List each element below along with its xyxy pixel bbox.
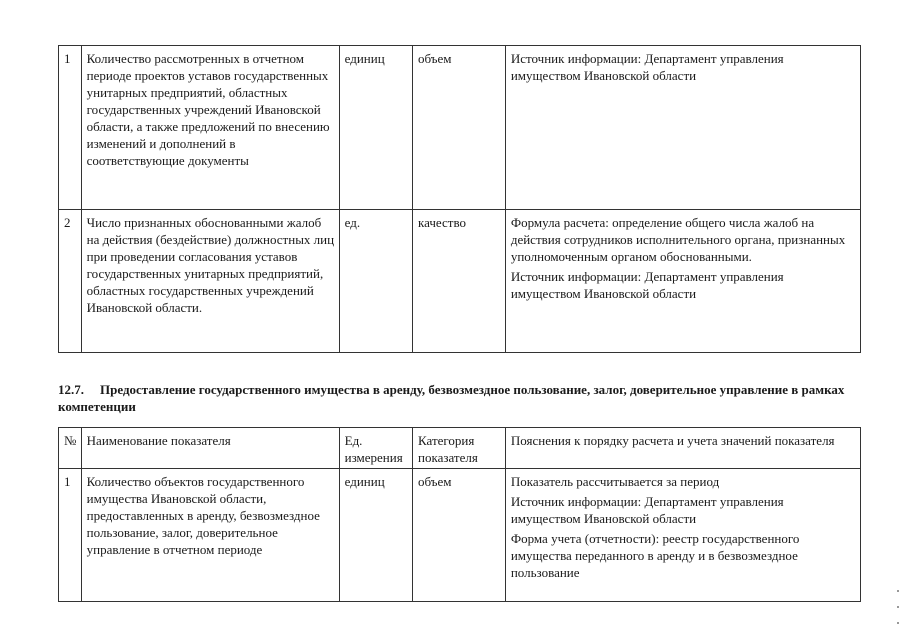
indicators-table-2 bbox=[58, 427, 861, 602]
row-number: 2 bbox=[59, 210, 82, 353]
notes-paragraph: Источник информации: Департамент управления имуществом Ивановской области bbox=[510, 51, 784, 83]
notes-paragraph: Форма учета (отчетности): реестр государственного имущества переданного в аренду и в безвозмездное пользование bbox=[510, 531, 800, 580]
indicator-name: Количество объектов государственного имущества Ивановской области, предоставленных в аренду, безвозмездное пользование, залог, доверительное управление в отчетном периоде bbox=[81, 469, 339, 602]
indicator-name: Количество рассмотренных в отчетном периоде проектов уставов государственных унитарных предприятий, областных государственных учреждений Ивановской области, а также предложений по внесению изменений и дополнений в соответствующие документы bbox=[81, 46, 339, 210]
header-unit: Ед. измерения bbox=[339, 428, 412, 469]
indicator-category: объем bbox=[413, 469, 506, 602]
indicator-category: объем bbox=[413, 46, 506, 210]
unit-of-measure: единиц bbox=[339, 469, 412, 602]
scan-artifact bbox=[897, 606, 899, 608]
header-notes: Пояснения к порядку расчета и учета значений показателя bbox=[505, 428, 860, 469]
notes-paragraph: Источник информации: Департамент управления имуществом Ивановской области bbox=[510, 494, 784, 526]
header-category: Категория показателя bbox=[413, 428, 506, 469]
table-row bbox=[59, 46, 861, 210]
unit-of-measure: единиц bbox=[339, 46, 412, 210]
row-number: 1 bbox=[59, 46, 82, 210]
unit-of-measure: ед. bbox=[339, 210, 412, 353]
scan-artifact bbox=[897, 590, 899, 592]
header-name: Наименование показателя bbox=[81, 428, 339, 469]
section-number: 12.7. bbox=[58, 382, 84, 397]
header-number: № bbox=[59, 428, 82, 469]
indicators-table-1 bbox=[58, 45, 861, 353]
notes-paragraph: Формула расчета: определение общего числа жалоб на действия сотрудников исполнительного органа, признанных уполномоченным органом обоснованными. bbox=[510, 215, 846, 264]
notes-paragraph: Источник информации: Департамент управления имуществом Ивановской области bbox=[510, 269, 784, 301]
notes-paragraph: Показатель рассчитывается за период bbox=[510, 474, 720, 489]
section-heading bbox=[58, 381, 858, 415]
calculation-notes bbox=[505, 46, 860, 210]
table-header-row bbox=[59, 428, 861, 469]
row-number: 1 bbox=[59, 469, 82, 602]
table-row bbox=[59, 469, 861, 602]
table-row bbox=[59, 210, 861, 353]
indicator-category: качество bbox=[413, 210, 506, 353]
scan-artifact bbox=[897, 622, 899, 624]
section-title: Предоставление государственного имущества в аренду, безвозмездное пользование, залог, доверительное управление в рамках компетенции bbox=[58, 382, 845, 414]
calculation-notes bbox=[505, 469, 860, 602]
calculation-notes bbox=[505, 210, 860, 353]
indicator-name: Число признанных обоснованными жалоб на действия (бездействие) должностных лиц при проведении согласования уставов государственных унитарных предприятий, областных государственных учреждений Ивановской области. bbox=[81, 210, 339, 353]
